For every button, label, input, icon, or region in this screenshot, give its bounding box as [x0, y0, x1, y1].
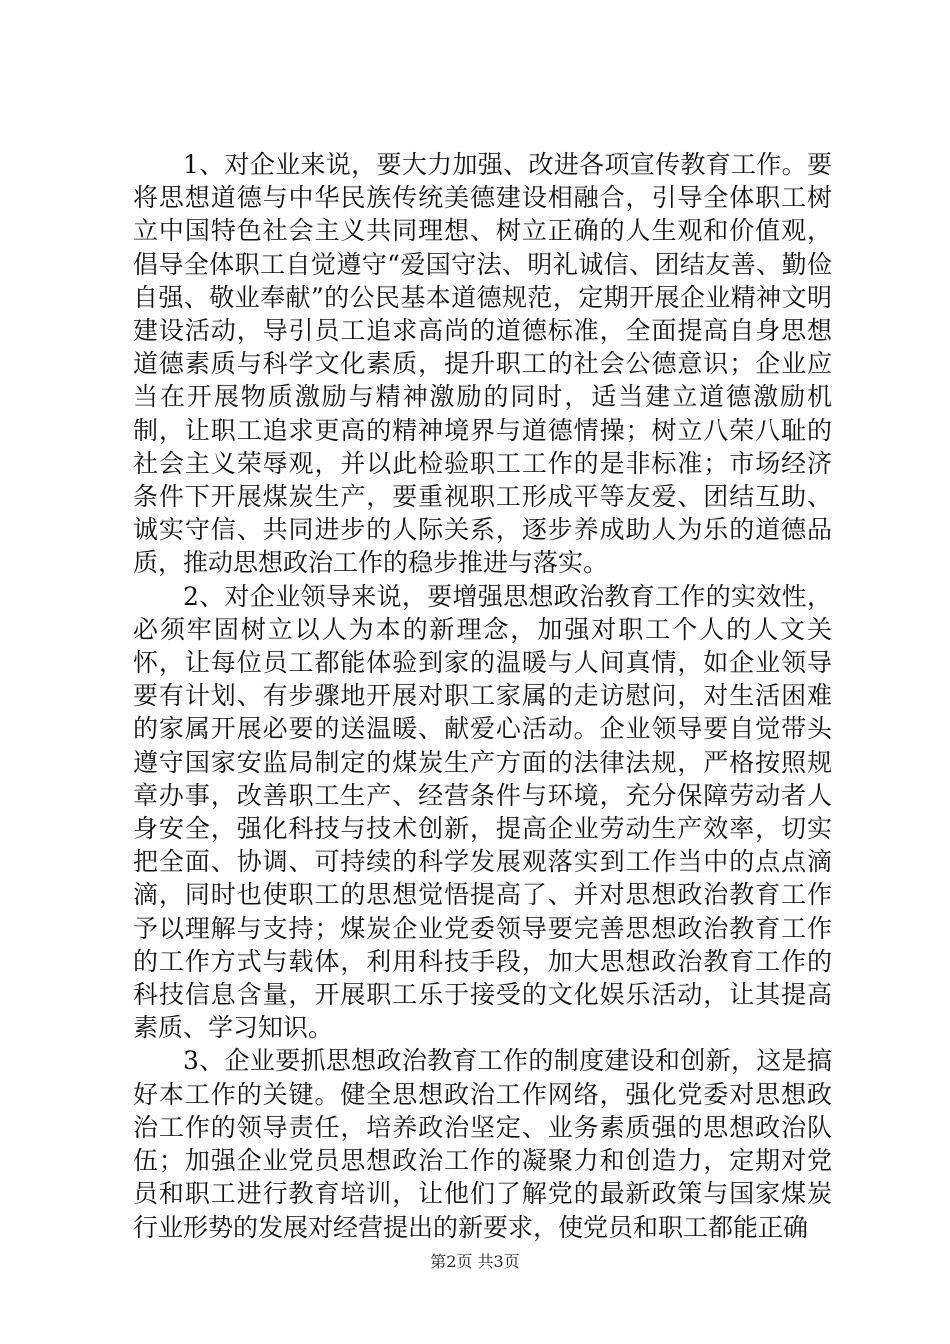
paragraph-1: 1、对企业来说，要大力加强、改进各项宣传教育工作。要将思想道德与中华民族传统美德建设相融合，引导全体职工树立中国特色社会主义共同理想、树立正确的人生观和价值观，倡导全体职工自觉遵守“爱国守法、明礼诚信、团结友善、勤俭自强、敬业奉献”的公民基本道德规范，定期开展企业精神文明建设活动，导引员工追求高尚的道德标准，全面提高自身思想道德素质与科学文化素质，提升职工的社会公德意识；企业应当在开展物质激励与精神激励的同时，适当建立道德激励机制，让职工追求更高的精神境界与道德情操；树立八荣八耻的社会主义荣辱观，并以此检验职工工作的是非标准；市场经济条件下开展煤炭生产，要重视职工形成平等友爱、团结互助、诚实守信、共同进步的人际关系，逐步养成助人为乐的道德品质，推动思想政治工作的稳步推进与落实。	[133, 150, 832, 578]
paragraph-2: 2、对企业领导来说，要增强思想政治教育工作的实效性，必须牢固树立以人为本的新理念，加强对职工个人的人文关怀，让每位员工都能体验到家的温暖与人间真情，如企业领导要有计划、有步骤地开展对职工家属的走访慰问，对生活困难的家属开展必要的送温暖、献爱心活动。企业领导要自觉带头遵守国家安监局制定的煤炭生产方面的法律法规，严格按照规章办事，改善职工生产、经营条件与环境，充分保障劳动者人身安全，强化科技与技术创新，提高企业劳动生产效率，切实把全面、协调、可持续的科学发展观落实到工作当中的点点滴滴，同时也使职工的思想觉悟提高了、并对思想政治教育工作予以理解与支持；煤炭企业党委领导要完善思想政治教育工作的工作方式与载体，利用科技手段，加大思想政治教育工作的科技信息含量，开展职工乐于接受的文化娱乐活动，让其提高素质、学习知识。	[133, 581, 832, 1043]
document-body	[133, 148, 832, 1244]
page-footer: 第2页 共3页	[430, 1252, 520, 1271]
paragraph-3: 3、企业要抓思想政治教育工作的制度建设和创新，这是搞好本工作的关键。健全思想政治工作网络，强化党委对思想政治工作的领导责任，培养政治坚定、业务素质强的思想政治队伍；加强企业党员思想政治工作的凝聚力和创造力，定期对党员和职工进行教育培训，让他们了解党的最新政策与国家煤炭行业形势的发展对经营提出的新要求，使党员和职工都能正确	[133, 1046, 832, 1242]
